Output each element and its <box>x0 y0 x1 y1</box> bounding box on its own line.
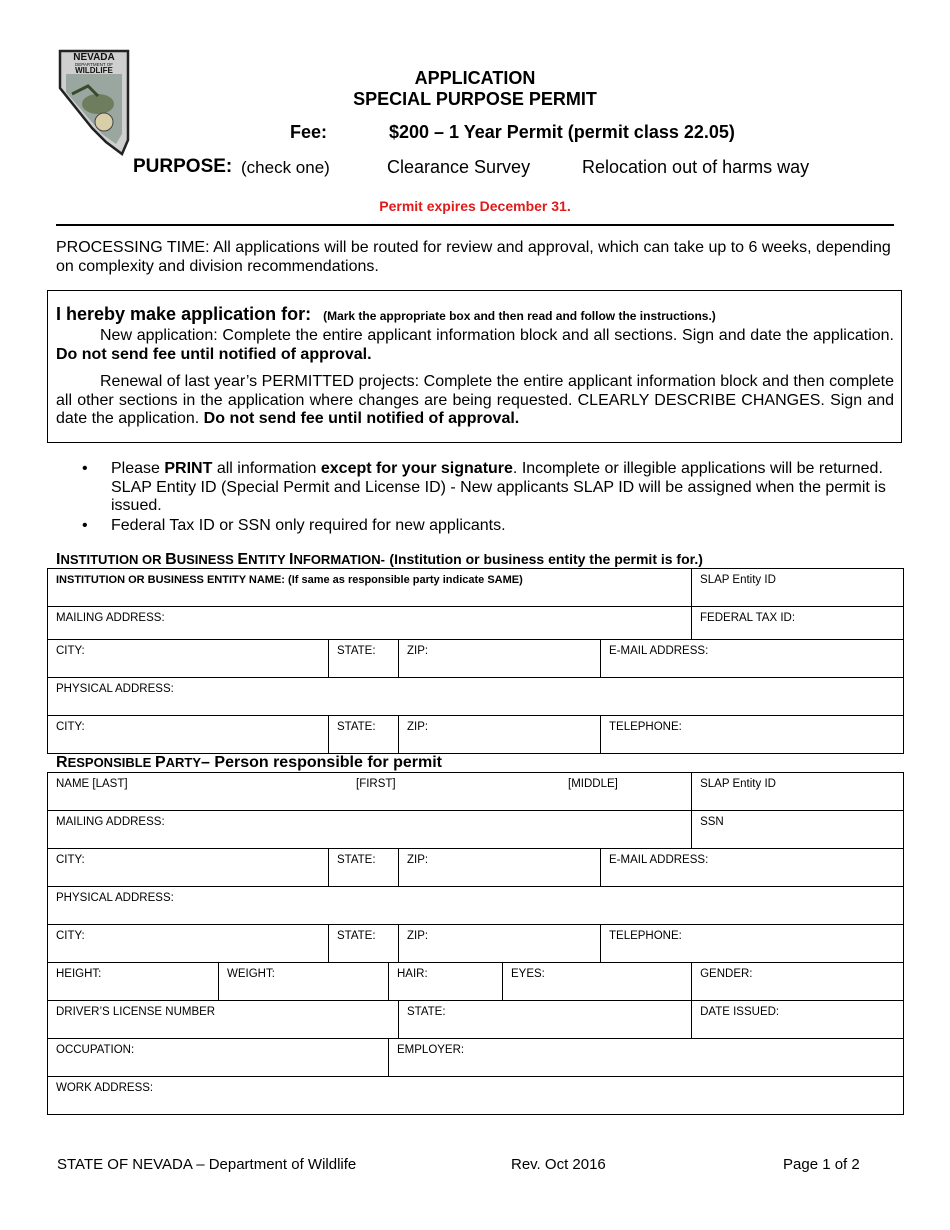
header-divider <box>56 224 894 226</box>
responsible-mailing-address-field[interactable]: MAILING ADDRESS: <box>48 811 692 849</box>
responsible-ssn-field[interactable]: SSN <box>692 811 904 849</box>
footer-agency: STATE OF NEVADA – Department of Wildlife <box>57 1156 357 1173</box>
hair-field[interactable]: HAIR: <box>389 963 503 1001</box>
height-field[interactable]: HEIGHT: <box>48 963 219 1001</box>
responsible-physical-address-field[interactable]: PHYSICAL ADDRESS: <box>48 887 904 925</box>
work-address-field[interactable]: WORK ADDRESS: <box>48 1077 904 1115</box>
responsible-name-field[interactable] <box>48 773 692 811</box>
weight-field[interactable]: WEIGHT: <box>219 963 389 1001</box>
responsible-zip-field[interactable]: ZIP: <box>399 849 601 887</box>
institution-state2-field[interactable]: STATE: <box>329 716 399 754</box>
occupation-field[interactable]: OCCUPATION: <box>48 1039 389 1077</box>
name-middle-label: [MIDDLE] <box>568 778 618 790</box>
fee-label: Fee: <box>290 122 328 142</box>
name-last-label: NAME [LAST] <box>56 778 128 790</box>
list-item: • Federal Tax ID or SSN only required for new applicants. <box>82 516 506 534</box>
institution-email-field[interactable]: E-MAIL ADDRESS: <box>601 640 904 678</box>
application-type-box <box>47 290 902 443</box>
eyes-field[interactable]: EYES: <box>503 963 692 1001</box>
employer-field[interactable]: EMPLOYER: <box>389 1039 904 1077</box>
institution-city-field[interactable]: CITY: <box>48 640 329 678</box>
institution-physical-address-field[interactable]: PHYSICAL ADDRESS: <box>48 678 904 716</box>
purpose-hint: (check one) <box>241 158 330 177</box>
processing-time-notice: PROCESSING TIME: All applications will be routed for review and approval, which can take up to 6 weeks, depending on complexity and division recommendations. <box>56 239 891 275</box>
purpose-option-relocation[interactable]: Relocation out of harms way <box>582 157 810 177</box>
purpose-option-clearance[interactable]: Clearance Survey <box>387 157 531 177</box>
responsible-telephone-field[interactable]: TELEPHONE: <box>601 925 904 963</box>
responsible-state2-field[interactable]: STATE: <box>329 925 399 963</box>
list-item: • Please PRINT all information except for your signature. Incomplete or illegible applications will be returned. SLAP Entity ID (Special Permit and License ID) - New applicants SLAP ID will be assigned when the permit is issued. <box>82 460 886 514</box>
responsible-slap-id-field[interactable]: SLAP Entity ID <box>692 773 904 811</box>
responsible-state-field[interactable]: STATE: <box>329 849 399 887</box>
expiration-notice: Permit expires December 31. <box>379 198 571 214</box>
application-heading: I hereby make application for: (Mark the appropriate box and then read and follow the instructions.) <box>56 304 716 324</box>
institution-federal-tax-id-field[interactable]: FEDERAL TAX ID: <box>692 607 904 640</box>
instructions-list <box>80 460 890 536</box>
new-application-instructions: New application: Complete the entire applicant information block and all sections. Sign and date the application. Do not send fee until notified of approval. <box>56 327 894 363</box>
date-issued-field[interactable]: DATE ISSUED: <box>692 1001 904 1039</box>
institution-state-field[interactable]: STATE: <box>329 640 399 678</box>
footer-page-number: Page 1 of 2 <box>783 1156 860 1173</box>
purpose-label: PURPOSE: <box>133 156 233 177</box>
responsible-city-field[interactable]: CITY: <box>48 849 329 887</box>
responsible-zip2-field[interactable]: ZIP: <box>399 925 601 963</box>
responsible-party-table <box>47 772 904 1115</box>
responsible-city2-field[interactable]: CITY: <box>48 925 329 963</box>
institution-city2-field[interactable]: CITY: <box>48 716 329 754</box>
institution-zip-field[interactable]: ZIP: <box>399 640 601 678</box>
drivers-license-field[interactable]: DRIVER’S LICENSE NUMBER <box>48 1001 399 1039</box>
svg-text:WILDLIFE: WILDLIFE <box>75 66 113 75</box>
responsible-party-section-title: RESPONSIBLE PARTY– Person responsible for permit <box>56 754 442 771</box>
fee-value: $200 – 1 Year Permit (permit class 22.05) <box>389 122 735 142</box>
footer-revision: Rev. Oct 2016 <box>511 1156 606 1173</box>
institution-mailing-address-field[interactable]: MAILING ADDRESS: <box>48 607 692 640</box>
form-title: APPLICATION <box>414 68 536 88</box>
institution-section-title: INSTITUTION OR BUSINESS ENTITY INFORMATION- (Institution or business entity the permit is for.) <box>56 551 703 568</box>
name-first-label: [FIRST] <box>356 778 396 790</box>
responsible-email-field[interactable]: E-MAIL ADDRESS: <box>601 849 904 887</box>
institution-slap-id-field[interactable]: SLAP Entity ID <box>692 569 904 607</box>
svg-text:NEVADA: NEVADA <box>73 52 115 63</box>
institution-table <box>47 568 904 754</box>
renewal-instructions: Renewal of last year’s PERMITTED projects: Complete the entire applicant information block and then complete all other sections in the application where changes are being requested. CLEARLY DESCRIBE CHANGES. Sign and date the application. Do not send fee until notified of approval. <box>56 373 894 427</box>
institution-telephone-field[interactable]: TELEPHONE: <box>601 716 904 754</box>
institution-name-field[interactable]: INSTITUTION OR BUSINESS ENTITY NAME: (If same as responsible party indicate SAME) <box>48 569 692 607</box>
svg-text:DEPARTMENT OF: DEPARTMENT OF <box>74 62 114 67</box>
form-subtitle: SPECIAL PURPOSE PERMIT <box>353 89 597 109</box>
institution-zip2-field[interactable]: ZIP: <box>399 716 601 754</box>
drivers-license-state-field[interactable]: STATE: <box>399 1001 692 1039</box>
gender-field[interactable]: GENDER: <box>692 963 904 1001</box>
